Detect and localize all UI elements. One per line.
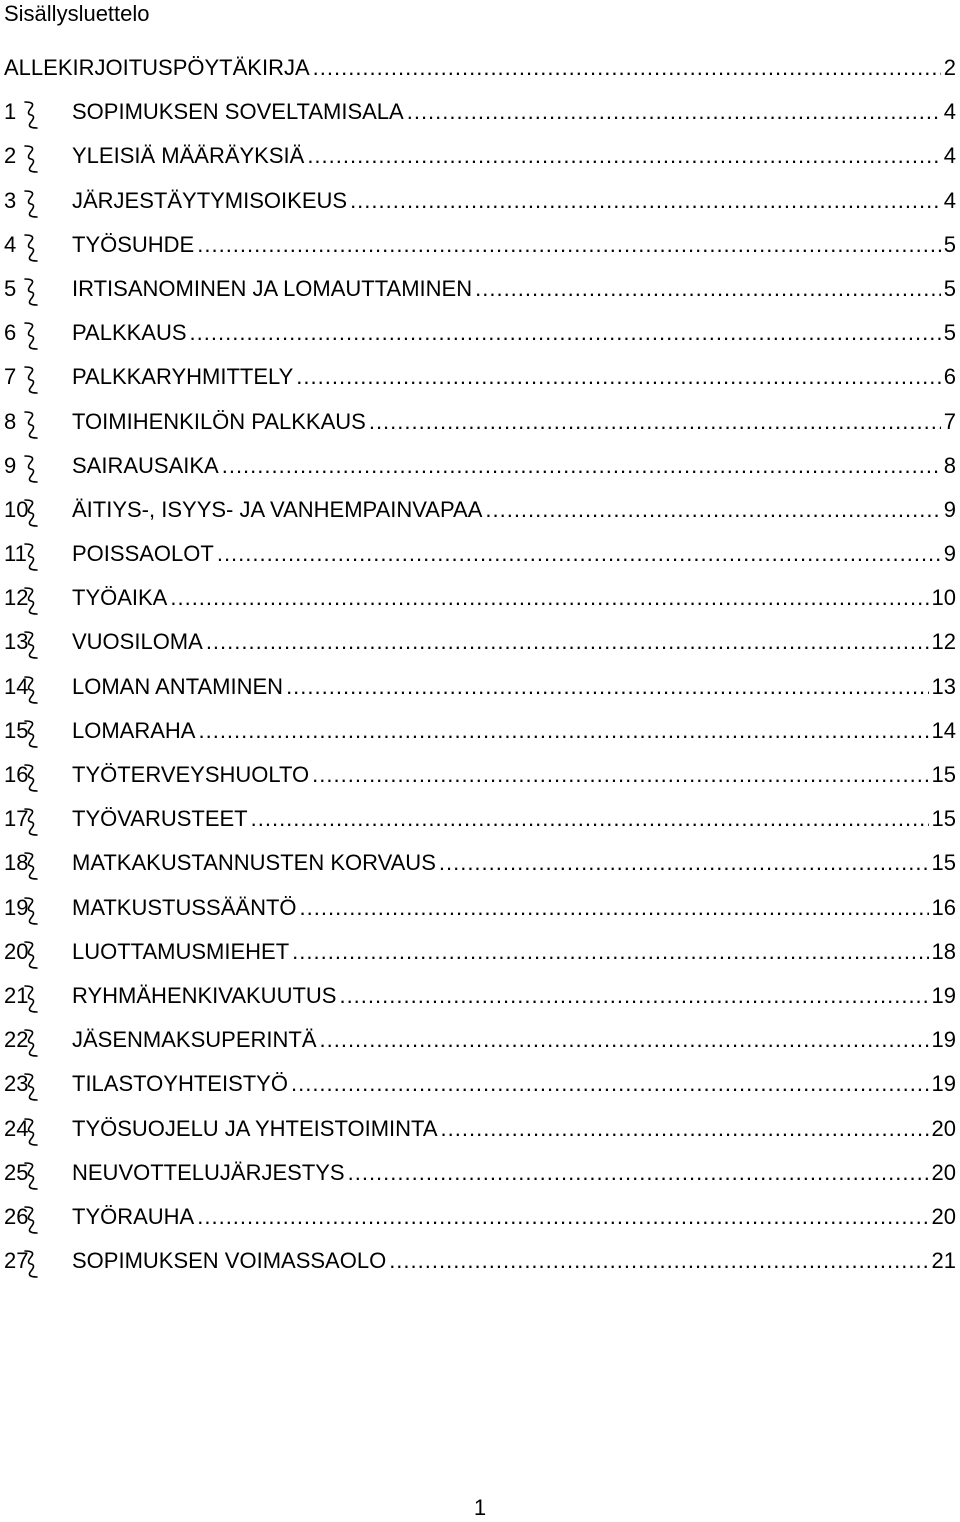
toc-entry-main <box>72 1024 956 1056</box>
toc-entry-page: 19 <box>931 982 956 1008</box>
toc-entry-main <box>72 96 956 128</box>
toc-entry-title: SOPIMUKSEN SOVELTAMISALA <box>72 99 404 125</box>
toc-entry-title: JÄRJESTÄYTYMISOIKEUS <box>72 187 348 213</box>
toc-entry-page: 14 <box>931 717 956 743</box>
toc-entry[interactable] <box>0 936 960 980</box>
tab-marker-icon <box>22 763 40 793</box>
toc-entry[interactable] <box>0 626 960 670</box>
tab-marker-icon <box>22 630 40 660</box>
tab-marker-icon <box>22 807 40 837</box>
toc-entry-main <box>72 1113 956 1145</box>
toc-entry-number: 7 <box>4 364 17 390</box>
tab-marker-icon <box>22 498 40 528</box>
toc-entry-number: 22 <box>4 1027 29 1053</box>
toc-entry-main <box>72 494 956 526</box>
toc-entry-page: 15 <box>931 850 956 876</box>
dot-leader <box>407 96 941 128</box>
toc-entry-main <box>4 52 956 84</box>
tab-marker-icon <box>22 100 40 130</box>
toc-entry-title: TILASTOYHTEISTYÖ <box>72 1071 288 1097</box>
toc-entry[interactable] <box>0 1157 960 1201</box>
toc-entry-main <box>72 229 956 261</box>
toc-entry-title: TYÖAIKA <box>72 585 168 611</box>
toc-entry-page: 15 <box>931 806 956 832</box>
toc-entry-main <box>72 450 956 482</box>
tab-marker-icon <box>22 454 40 484</box>
toc-entry-title: YLEISIÄ MÄÄRÄYKSIÄ <box>72 143 305 169</box>
toc-entry-number: 6 <box>4 320 17 346</box>
toc-entry-main <box>72 1201 956 1233</box>
toc-entry-title: MATKUSTUSSÄÄNTÖ <box>72 894 297 920</box>
toc-entry-page: 19 <box>931 1027 956 1053</box>
dot-leader <box>292 936 928 968</box>
tab-marker-icon <box>22 719 40 749</box>
toc-entry-main <box>72 892 956 924</box>
tab-marker-icon <box>22 1249 40 1279</box>
dot-leader <box>320 1024 929 1056</box>
toc-entry-number: 14 <box>4 673 29 699</box>
dot-leader <box>291 1068 929 1100</box>
tab-marker-icon <box>22 365 40 395</box>
toc-entry-main <box>72 936 956 968</box>
toc-entry-page: 6 <box>943 364 956 390</box>
toc-entry-title: TYÖRAUHA <box>72 1203 195 1229</box>
toc-entry[interactable] <box>0 52 960 96</box>
tab-marker-icon <box>22 144 40 174</box>
toc-entry[interactable] <box>0 1245 960 1289</box>
dot-leader <box>286 671 928 703</box>
toc-entry[interactable] <box>0 229 960 273</box>
toc-entry-main <box>72 1245 956 1277</box>
toc-entry-number: 15 <box>4 717 29 743</box>
toc-entry-main <box>72 1068 956 1100</box>
toc-heading: Sisällysluettelo <box>4 1 150 26</box>
dot-leader <box>251 803 929 835</box>
tab-marker-icon <box>22 675 40 705</box>
toc-entry-page: 4 <box>943 143 956 169</box>
toc-entry[interactable] <box>0 317 960 361</box>
toc-entry-page: 19 <box>931 1071 956 1097</box>
toc-entry-main <box>72 980 956 1012</box>
toc-entry-page: 2 <box>943 55 956 80</box>
toc-entry-main <box>72 185 956 217</box>
toc-entry[interactable] <box>0 980 960 1024</box>
toc-entry-number: 27 <box>4 1248 29 1274</box>
tab-marker-icon <box>22 1205 40 1235</box>
tab-marker-icon <box>22 410 40 440</box>
toc-entry[interactable] <box>0 185 960 229</box>
toc-entry-page: 5 <box>943 275 956 301</box>
dot-leader <box>485 494 940 526</box>
toc-entry-number: 19 <box>4 894 29 920</box>
tab-marker-icon <box>22 321 40 351</box>
toc-entry-main <box>72 406 956 438</box>
toc-entry-title: SOPIMUKSEN VOIMASSAOLO <box>72 1248 387 1274</box>
toc-entry[interactable] <box>0 803 960 847</box>
toc-entry-number: 8 <box>4 408 17 434</box>
dot-leader <box>197 1201 928 1233</box>
toc-entry-main <box>72 715 956 747</box>
dot-leader <box>307 140 940 172</box>
toc-entry-number: 17 <box>4 806 29 832</box>
toc-entry-page: 16 <box>931 894 956 920</box>
toc-entry-title: POISSAOLOT <box>72 541 214 567</box>
toc-entry[interactable] <box>0 671 960 715</box>
dot-leader <box>441 1113 929 1145</box>
dot-leader <box>313 52 941 84</box>
toc-entry-title: LOMAN ANTAMINEN <box>72 673 284 699</box>
dot-leader <box>170 582 928 614</box>
toc-entry-number: 18 <box>4 850 29 876</box>
toc-entry-page: 4 <box>943 187 956 213</box>
toc-entry-page: 21 <box>931 1248 956 1274</box>
dot-leader <box>339 980 928 1012</box>
toc-entry-page: 15 <box>931 762 956 787</box>
dot-leader <box>222 450 941 482</box>
toc-entry[interactable] <box>0 582 960 626</box>
toc-entry-title: NEUVOTTELUJÄRJESTYS <box>72 1159 345 1185</box>
tab-marker-icon <box>22 1161 40 1191</box>
toc-entry-number: 11 <box>4 541 27 567</box>
toc-entry-page: 9 <box>943 496 956 522</box>
toc-entry-title: PALKKAUS <box>72 320 187 346</box>
dot-leader <box>439 847 929 879</box>
toc-entry-page: 7 <box>943 408 956 434</box>
toc-entry[interactable] <box>0 494 960 538</box>
toc-entry-number: 2 <box>4 143 17 169</box>
toc-entry-title: TYÖVARUSTEET <box>72 806 248 832</box>
toc-entry[interactable] <box>0 1113 960 1157</box>
toc-entry-page: 12 <box>931 629 956 655</box>
toc-entry-page: 18 <box>931 938 956 964</box>
toc-entry-title: VUOSILOMA <box>72 629 203 655</box>
toc-entry-main <box>72 140 956 172</box>
toc-entry-page: 20 <box>931 1115 956 1141</box>
tab-marker-icon <box>22 984 40 1014</box>
toc-entry-page: 13 <box>931 673 956 699</box>
toc-entry-title: SAIRAUSAIKA <box>72 452 219 478</box>
toc-entry[interactable] <box>0 892 960 936</box>
dot-leader <box>217 538 941 570</box>
dot-leader <box>348 1157 929 1189</box>
dot-leader <box>197 229 941 261</box>
toc-entry-page: 5 <box>943 231 956 257</box>
toc-entry-title: IRTISANOMINEN JA LOMAUTTAMINEN <box>72 275 473 301</box>
dot-leader <box>198 715 928 747</box>
toc-entry-title: LUOTTAMUSMIEHET <box>72 938 290 964</box>
toc-entry-page: 9 <box>943 541 956 567</box>
dot-leader <box>389 1245 928 1277</box>
toc-entry-number: 5 <box>4 275 17 301</box>
toc-entry-number: 24 <box>4 1115 29 1141</box>
toc-entry[interactable] <box>0 96 960 140</box>
toc-entry-title: TYÖTERVEYSHUOLTO <box>72 762 310 787</box>
toc-entry-number: 16 <box>4 762 29 787</box>
toc-entry[interactable] <box>0 538 960 582</box>
toc-entry-title: TYÖSUHDE <box>72 231 195 257</box>
toc-entry-title: RYHMÄHENKIVAKUUTUS <box>72 982 337 1008</box>
toc-entry-number: 9 <box>4 452 17 478</box>
toc-entry-main <box>72 582 956 614</box>
toc-entry[interactable] <box>0 1068 960 1112</box>
toc-entry-page: 20 <box>931 1203 956 1229</box>
dot-leader <box>369 406 941 438</box>
tab-marker-icon <box>22 940 40 970</box>
toc-entry-main <box>72 671 956 703</box>
toc-entry-main <box>72 1157 956 1189</box>
toc-list <box>0 52 960 1289</box>
page-number: 1 <box>473 1495 487 1520</box>
tab-marker-icon <box>22 1072 40 1102</box>
toc-entry[interactable] <box>0 361 960 405</box>
toc-entry-title: ALLEKIRJOITUSPÖYTÄKIRJA <box>4 55 310 80</box>
toc-entry-number: 26 <box>4 1203 29 1229</box>
toc-entry[interactable] <box>0 759 960 803</box>
toc-entry-number: 12 <box>4 585 29 611</box>
toc-entry-number: 25 <box>4 1159 29 1185</box>
dot-leader <box>300 892 929 924</box>
dot-leader <box>350 185 941 217</box>
toc-entry-page: 4 <box>943 99 956 125</box>
toc-entry-main <box>72 361 956 393</box>
toc-entry[interactable] <box>0 847 960 891</box>
toc-entry-number: 3 <box>4 187 17 213</box>
toc-entry-main <box>72 273 956 305</box>
toc-entry-main <box>72 626 956 658</box>
tab-marker-icon <box>22 233 40 263</box>
tab-marker-icon <box>22 851 40 881</box>
tab-marker-icon <box>22 1117 40 1147</box>
toc-entry[interactable] <box>0 140 960 184</box>
toc-entry-title: TOIMIHENKILÖN PALKKAUS <box>72 408 366 434</box>
dot-leader <box>312 759 928 791</box>
tab-marker-icon <box>22 586 40 616</box>
toc-entry-main <box>72 803 956 835</box>
toc-entry-main <box>72 847 956 879</box>
tab-marker-icon <box>22 896 40 926</box>
dot-leader <box>475 273 941 305</box>
toc-entry[interactable] <box>0 715 960 759</box>
tab-marker-icon <box>22 1028 40 1058</box>
toc-entry-title: TYÖSUOJELU JA YHTEISTOIMINTA <box>72 1115 438 1141</box>
tab-marker-icon <box>22 542 40 572</box>
toc-entry[interactable] <box>0 1024 960 1068</box>
toc-entry-number: 20 <box>4 938 29 964</box>
tab-marker-icon <box>22 189 40 219</box>
toc-entry[interactable] <box>0 406 960 450</box>
toc-entry-page: 10 <box>931 585 956 611</box>
tab-marker-icon <box>22 277 40 307</box>
toc-entry-number: 10 <box>4 496 29 522</box>
toc-entry-page: 5 <box>943 320 956 346</box>
toc-entry-page: 20 <box>931 1159 956 1185</box>
toc-entry-main <box>72 759 956 791</box>
toc-entry[interactable] <box>0 273 960 317</box>
toc-entry-page: 8 <box>943 452 956 478</box>
toc-entry-main <box>72 317 956 349</box>
toc-entry-number: 13 <box>4 629 29 655</box>
toc-entry-title: ÄITIYS-, ISYYS- JA VANHEMPAINVAPAA <box>72 496 483 522</box>
dot-leader <box>190 317 941 349</box>
toc-entry-number: 1 <box>4 99 17 125</box>
toc-entry-number: 4 <box>4 231 17 257</box>
toc-entry-number: 23 <box>4 1071 29 1097</box>
toc-entry-number: 21 <box>4 982 29 1008</box>
dot-leader <box>206 626 929 658</box>
toc-entry-title: MATKAKUSTANNUSTEN KORVAUS <box>72 850 436 876</box>
dot-leader <box>296 361 940 393</box>
toc-entry-title: JÄSENMAKSUPERINTÄ <box>72 1027 317 1053</box>
toc-entry[interactable] <box>0 1201 960 1245</box>
toc-entry-title: PALKKARYHMITTELY <box>72 364 294 390</box>
toc-entry-main <box>72 538 956 570</box>
toc-entry[interactable] <box>0 450 960 494</box>
toc-entry-title: LOMARAHA <box>72 717 196 743</box>
